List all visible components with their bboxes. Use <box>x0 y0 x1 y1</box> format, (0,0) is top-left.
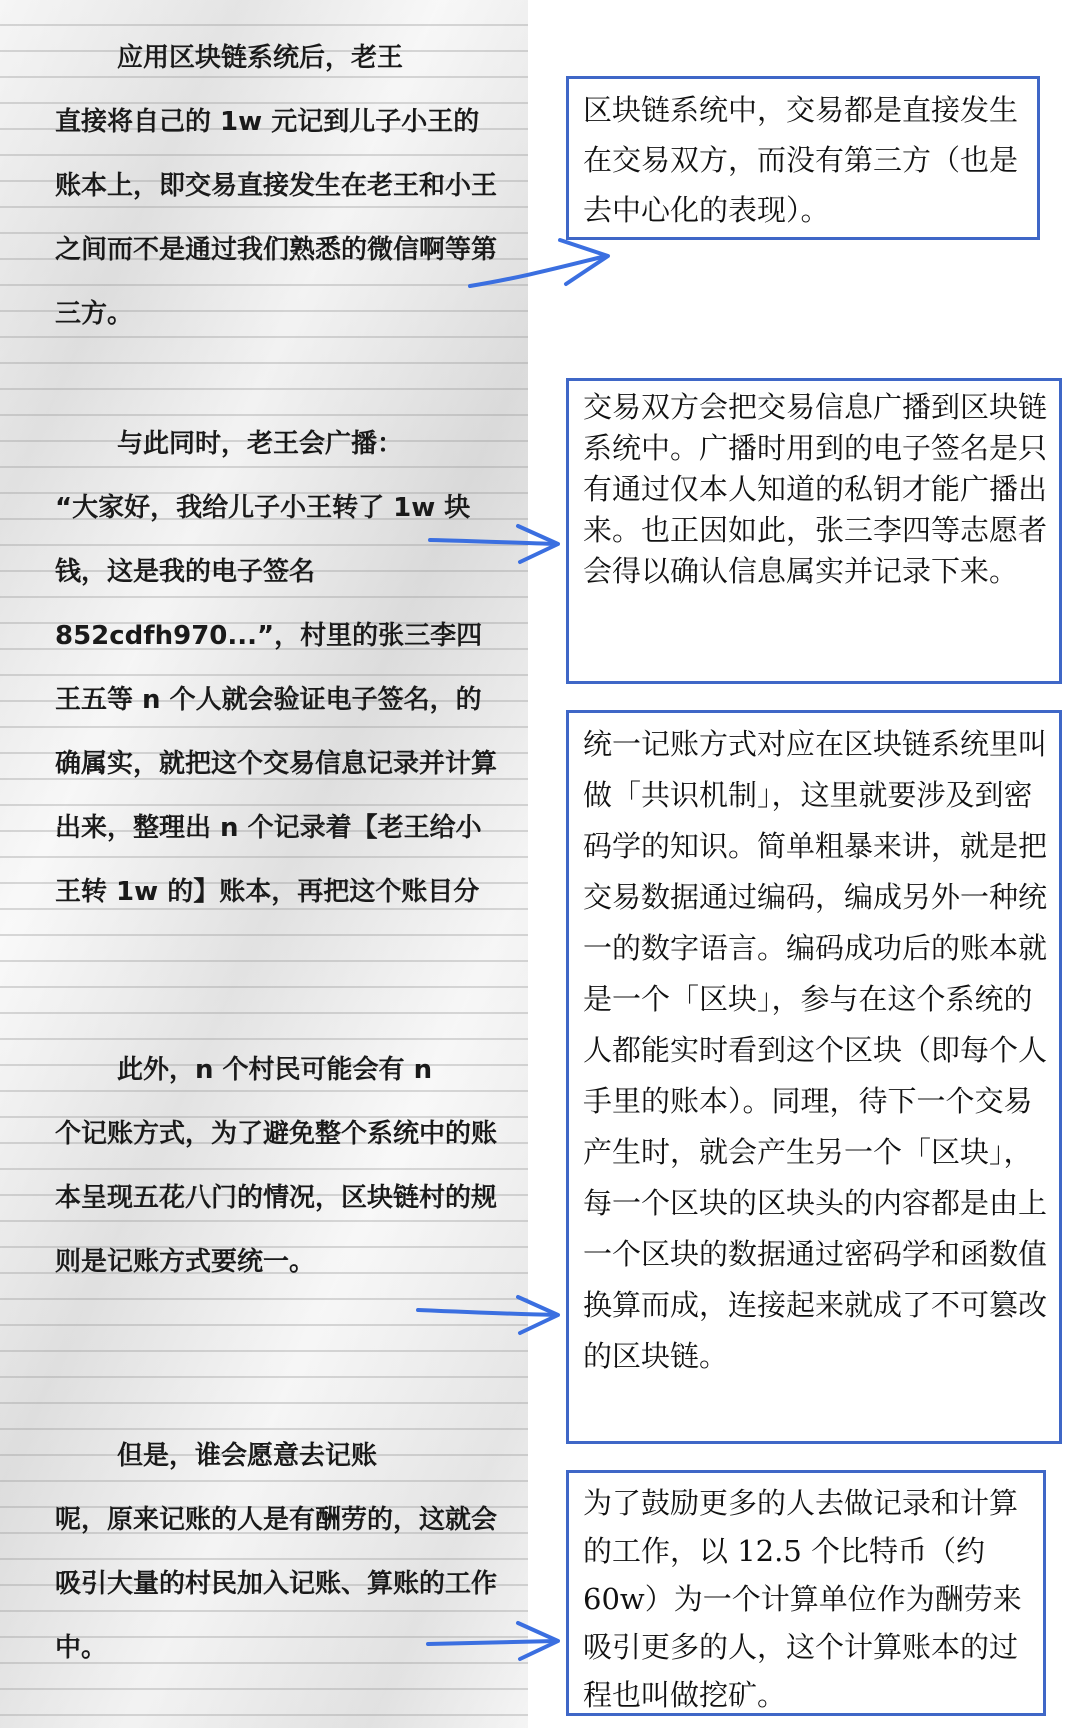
paragraph-first-line: 应用区块链系统后，老王 <box>117 43 404 73</box>
paragraph-body: 直接将自己的 1w 元记到儿子小王的账本上，即交易直接发生在老王和小王之间而不是通过我们熟悉的微信啊等第三方。 <box>55 107 498 329</box>
paragraph-body: “大家好，我给儿子小王转了 1w 块钱，这是我的电子签名 852cdfh970...”，村里的张三李四王五等 n 个人就会验证电子签名，的确属实，就把这个交易信息记录并计算出来，整理出 n 个记录着【老王给小王转 1w 的】账本，再把这个账目分 <box>55 493 498 907</box>
note-text: 交易双方会把交易信息广播到区块链系统中。广播时用到的电子签名是只有通过仅本人知道的私钥才能广播出来。也正因如此，张三李四等志愿者会得以确认信息属实并记录下来。 <box>583 390 1048 588</box>
note-text: 统一记账方式对应在区块链系统里叫做「共识机制」，这里就要涉及到密码学的知识。简单粗暴来讲，就是把交易数据通过编码，编成另外一种统一的数字语言。编码成功后的账本就是一个「区块」，参与在这个系统的人都能实时看到这个区块（即每个人手里的账本）。同理，待下一个交易产生时，就会产生另一个「区块」，每一个区块的区块头的内容都是由上一个区块的数据通过密码学和函数值换算而成，连接起来就成了不可篡改的区块链。 <box>583 727 1048 1373</box>
paragraph-first-line: 此外，n 个村民可能会有 n <box>117 1055 433 1085</box>
note-text: 区块链系统中，交易都是直接发生在交易双方，而没有第三方（也是去中心化的表现）。 <box>583 93 1019 227</box>
paragraph-first-line: 但是，谁会愿意去记账 <box>117 1441 378 1471</box>
note-text: 为了鼓励更多的人去做记录和计算的工作，以 12.5 个比特币（约 60w）为一个计算单位作为酬劳来吸引更多的人，这个计算账本的过程也叫做挖矿。 <box>583 1486 1022 1712</box>
paragraph-body: 个记账方式，为了避免整个系统中的账本呈现五花八门的情况，区块链村的规则是记账方式要统一。 <box>55 1119 498 1277</box>
paragraph-first-line: 与此同时，老王会广播： <box>117 429 404 459</box>
paragraph-body: 呢，原来记账的人是有酬劳的，这就会吸引大量的村民加入记账、算账的工作中。 <box>55 1505 498 1663</box>
